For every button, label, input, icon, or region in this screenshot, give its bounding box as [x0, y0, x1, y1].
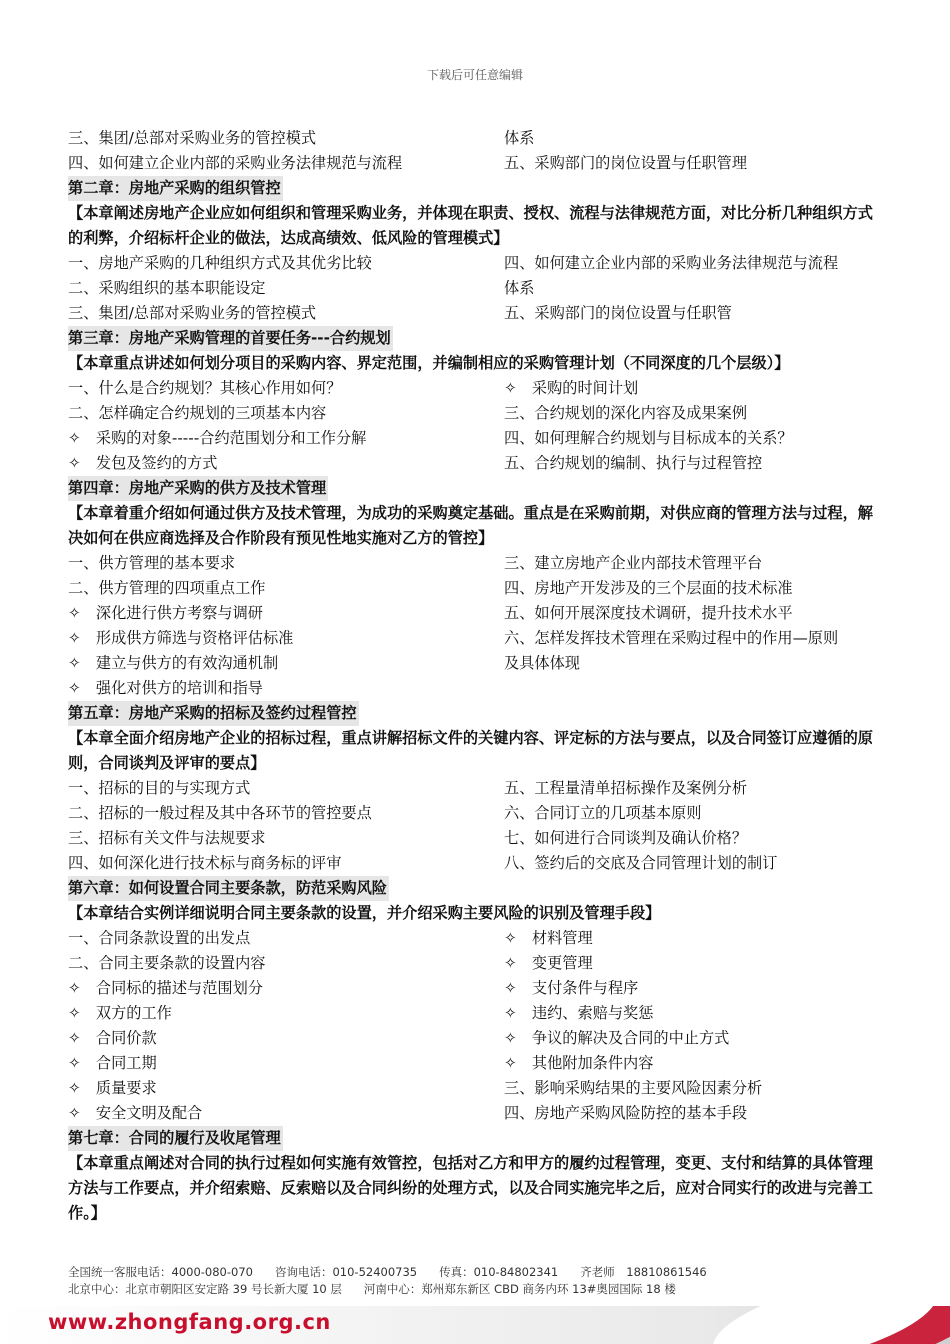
outline-row — [68, 376, 888, 401]
outline-row — [68, 626, 888, 651]
chapter-summary: 【本章结合实例详细说明合同主要条款的设置，并介绍采购主要风险的识别及管理手段】 — [68, 904, 661, 922]
outline-row — [68, 151, 888, 176]
chapter-title: 第三章：房地产采购管理的首要任务---合约规划 — [68, 326, 393, 351]
contact-footer — [68, 1264, 729, 1298]
chapter-summary: 【本章重点讲述如何划分项目的采购内容、界定范围，并编制相应的采购管理计划（不同深度的几个层级）】 — [68, 354, 790, 372]
outline-item-left: ✧ 强化对供方的培训和指导 — [68, 679, 263, 697]
outline-item-left: 三、集团/总部对采购业务的管控模式 — [68, 129, 317, 147]
outline-item-left: 一、什么是合约规划？其核心作用如何？ — [68, 379, 342, 397]
outline-item-left: ✧ 发包及签约的方式 — [68, 454, 218, 472]
fax: 传真：010-84802341 — [439, 1265, 559, 1279]
outline-item-left: 一、房地产采购的几种组织方式及其优劣比较 — [68, 254, 372, 272]
outline-item-left: ✧ 深化进行供方考察与调研 — [68, 604, 263, 622]
outline-item-left: ✧ 双方的工作 — [68, 1004, 172, 1022]
chapter-title: 第二章：房地产采购的组织管控 — [68, 176, 283, 201]
outline-row — [68, 1101, 888, 1126]
outline-row — [68, 451, 888, 476]
chapter-title: 第七章：合同的履行及收尾管理 — [68, 1126, 283, 1151]
outline-item-right: ✧ 采购的时间计划 — [504, 379, 639, 397]
outline-row — [68, 851, 888, 876]
chapter-heading — [68, 476, 888, 501]
outline-item-right: 三、合约规划的深化内容及成果案例 — [504, 404, 747, 422]
outline-item-left: ✧ 质量要求 — [68, 1079, 157, 1097]
outline-item-right: ✧ 争议的解决及合同的中止方式 — [504, 1029, 730, 1047]
outline-item-right: 六、怎样发挥技术管理在采购过程中的作用—原则 — [504, 629, 839, 647]
chapter-title: 第四章：房地产采购的供方及技术管理 — [68, 476, 328, 501]
outline-row — [68, 601, 888, 626]
outline-item-right: 四、如何理解合约规划与目标成本的关系？ — [504, 429, 793, 447]
outline-row — [68, 1051, 888, 1076]
outline-item-left: 二、供方管理的四项重点工作 — [68, 579, 266, 597]
outline-row — [68, 976, 888, 1001]
outline-item-right: 及具体体现 — [504, 654, 580, 672]
outline-item-left: ✧ 安全文明及配合 — [68, 1104, 203, 1122]
outline-row — [68, 551, 888, 576]
outline-item-left: 二、招标的一般过程及其中各环节的管控要点 — [68, 804, 372, 822]
chapter-summary: 【本章着重介绍如何通过供方及技术管理，为成功的采购奠定基础。重点是在采购前期，对供应商的管理方法与过程，解决如何在供应商选择及合作阶段有预见性地实施对乙方的管控】 — [68, 504, 873, 547]
outline-item-right: 三、建立房地产企业内部技术管理平台 — [504, 554, 763, 572]
outline-row — [68, 926, 888, 951]
outline-item-right — [504, 676, 888, 701]
outline-row — [68, 126, 888, 151]
outline-item-left: ✧ 建立与供方的有效沟通机制 — [68, 654, 279, 672]
outline-item-right: 四、房地产开发涉及的三个层面的技术标准 — [504, 579, 793, 597]
outline-item-right: ✧ 材料管理 — [504, 929, 593, 947]
outline-item-right: 五、采购部门的岗位设置与任职管 — [504, 304, 732, 322]
outline-row — [68, 951, 888, 976]
outline-row — [68, 251, 888, 276]
outline-item-left: 三、集团/总部对采购业务的管控模式 — [68, 304, 317, 322]
footer-line-1 — [68, 1264, 729, 1281]
outline-row — [68, 676, 888, 701]
outline-item-left: 四、如何深化进行技术标与商务标的评审 — [68, 854, 342, 872]
outline-item-right: 八、签约后的交底及合同管理计划的制订 — [504, 854, 778, 872]
outline-row — [68, 801, 888, 826]
outline-item-right: 五、工程量清单招标操作及案例分析 — [504, 779, 747, 797]
outline-row — [68, 1076, 888, 1101]
outline-item-right: 四、如何建立企业内部的采购业务法律规范与流程 — [504, 254, 839, 272]
outline-item-left: 四、如何建立企业内部的采购业务法律规范与流程 — [68, 154, 403, 172]
chapter-title: 第五章：房地产采购的招标及签约过程管控 — [68, 701, 359, 726]
outline-item-right: 六、合同订立的几项基本原则 — [504, 804, 702, 822]
outline-row — [68, 426, 888, 451]
chapter-heading — [68, 176, 888, 201]
chapter-heading — [68, 326, 888, 351]
outline-item-left: ✧ 合同工期 — [68, 1054, 157, 1072]
outline-row — [68, 1026, 888, 1051]
website-link[interactable]: www.zhongfang.org.cn — [48, 1310, 331, 1334]
outline-item-right: ✧ 其他附加条件内容 — [504, 1054, 654, 1072]
outline-item-right: 三、影响采购结果的主要风险因素分析 — [504, 1079, 763, 1097]
outline-item-left: ✧ 采购的对象-----合约范围划分和工作分解 — [68, 429, 367, 447]
outline-item-right: 体系 — [504, 279, 535, 297]
outline-item-left: 二、怎样确定合约规划的三项基本内容 — [68, 404, 327, 422]
outline-item-right: ✧ 违约、索赔与奖惩 — [504, 1004, 654, 1022]
outline-row — [68, 651, 888, 676]
outline-row — [68, 826, 888, 851]
chapter-summary: 【本章重点阐述对合同的执行过程如何实施有效管控，包括对乙方和甲方的履约过程管理，变更、支付和结算的具体管理方法与工作要点，并介绍索赔、反索赔以及合同纠纷的处理方式，以及合同实施完毕之后，应对合同实行的改进与完善工作。】 — [68, 1154, 873, 1222]
henan-address: 河南中心：郑州郑东新区 CBD 商务内环 13#奥园国际 18 楼 — [363, 1282, 676, 1296]
outline-item-left: 一、合同条款设置的出发点 — [68, 929, 251, 947]
outline-item-left: 二、合同主要条款的设置内容 — [68, 954, 266, 972]
outline-item-right: 五、合约规划的编制、执行与过程管控 — [504, 454, 763, 472]
outline-item-right: 七、如何进行合同谈判及确认价格？ — [504, 829, 747, 847]
chapter-title: 第六章：如何设置合同主要条款，防范采购风险 — [68, 876, 389, 901]
outline-item-right: ✧ 支付条件与程序 — [504, 979, 639, 997]
outline-row — [68, 401, 888, 426]
outline-row — [68, 301, 888, 326]
outline-row — [68, 576, 888, 601]
outline-item-left: ✧ 合同价款 — [68, 1029, 157, 1047]
outline-row — [68, 776, 888, 801]
hotline: 全国统一客服电话：4000-080-070 — [68, 1265, 253, 1279]
outline-item-left: ✧ 合同标的描述与范围划分 — [68, 979, 263, 997]
chapter-heading — [68, 1126, 888, 1151]
document-body — [68, 126, 888, 1226]
outline-item-right: 五、采购部门的岗位设置与任职管理 — [504, 154, 747, 172]
outline-item-right: 体系 — [504, 129, 535, 147]
outline-item-left: 三、招标有关文件与法规要求 — [68, 829, 266, 847]
teacher-contact: 齐老师 18810861546 — [580, 1265, 707, 1279]
beijing-address: 北京中心：北京市朝阳区安定路 39 号长新大厦 10 层 — [68, 1282, 342, 1296]
outline-item-right: 四、房地产采购风险防控的基本手段 — [504, 1104, 747, 1122]
outline-item-left: 一、招标的目的与实现方式 — [68, 779, 251, 797]
outline-row — [68, 276, 888, 301]
chapter-heading — [68, 701, 888, 726]
chapter-summary: 【本章全面介绍房地产企业的招标过程，重点讲解招标文件的关键内容、评定标的方法与要点，以及合同签订应遵循的原则，合同谈判及评审的要点】 — [68, 729, 873, 772]
page-header: 下载后可任意编辑 — [426, 68, 523, 82]
footer-banner — [0, 1306, 950, 1344]
footer-line-2 — [68, 1281, 729, 1298]
outline-item-left: ✧ 形成供方筛选与资格评估标准 — [68, 629, 294, 647]
outline-row — [68, 1001, 888, 1026]
outline-item-left: 二、采购组织的基本职能设定 — [68, 279, 266, 297]
chapter-heading — [68, 876, 888, 901]
outline-item-right: 五、如何开展深度技术调研，提升技术水平 — [504, 604, 793, 622]
outline-item-left: 一、供方管理的基本要求 — [68, 554, 236, 572]
consult-phone: 咨询电话：010-52400735 — [274, 1265, 418, 1279]
chapter-summary: 【本章阐述房地产企业应如何组织和管理采购业务，并体现在职责、授权、流程与法律规范方面，对比分析几种组织方式的利弊，介绍标杆企业的做法，达成高绩效、低风险的管理模式】 — [68, 204, 873, 247]
outline-item-right: ✧ 变更管理 — [504, 954, 593, 972]
